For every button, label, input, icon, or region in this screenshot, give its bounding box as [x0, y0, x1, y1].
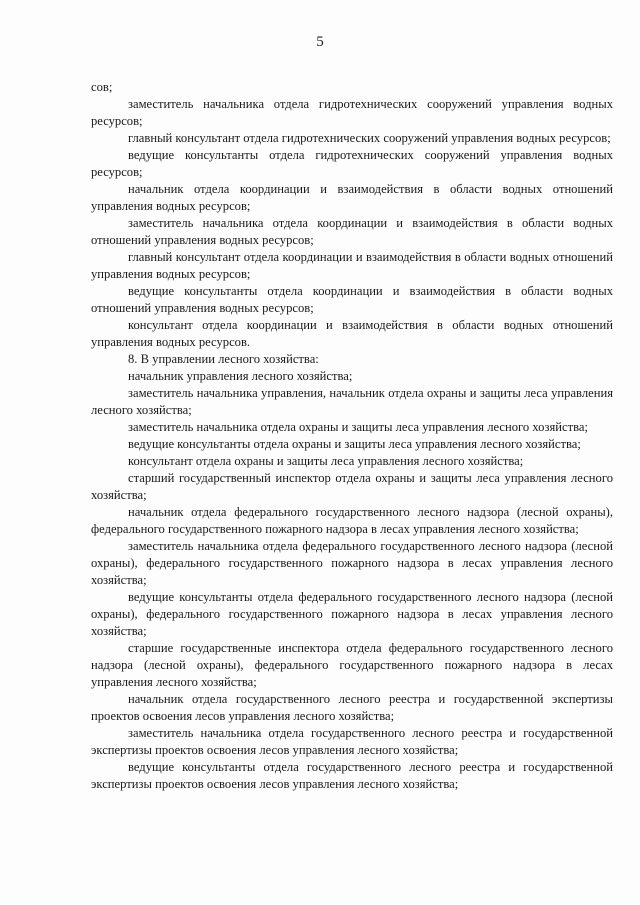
- paragraph: старшие государственные инспектора отдела федерального государственного лесного надзора (лесной охраны), федерального государственного пожарного надзора в лесах управления лесного хозяйства;: [91, 641, 613, 689]
- section-heading: 8. В управлении лесного хозяйства:: [128, 352, 319, 366]
- page-number: 5: [316, 34, 324, 50]
- paragraph: начальник отдела координации и взаимодействия в области водных отношений управления водных ресурсов;: [91, 182, 613, 213]
- paragraph: ведущие консультанты отдела федерального государственного лесного надзора (лесной охраны), федерального государственного пожарного надзора в лесах управления лесного хозяйства;: [91, 590, 613, 638]
- paragraph: заместитель начальника отдела государственного лесного реестра и государственной экспертизы проектов освоения лесов управления лесного хозяйства;: [91, 726, 613, 757]
- paragraph: главный консультант отдела координации и взаимодействия в области водных отношений управления водных ресурсов;: [91, 250, 613, 281]
- paragraph: консультант отдела координации и взаимодействия в области водных отношений управления водных ресурсов.: [91, 318, 613, 349]
- paragraph: ведущие консультанты отдела охраны и защиты леса управления лесного хозяйства;: [128, 437, 581, 451]
- paragraph: заместитель начальника отдела охраны и защиты леса управления лесного хозяйства;: [128, 420, 588, 434]
- paragraph: заместитель начальника отдела гидротехнических сооружений управления водных ресурсов;: [91, 97, 613, 128]
- paragraph: начальник отдела федерального государственного лесного надзора (лесной охраны), федерального государственного пожарного надзора в лесах управления лесного хозяйства;: [91, 505, 613, 536]
- paragraph: ведущие консультанты отдела государственного лесного реестра и государственной экспертизы проектов освоения лесов управления лесного хозяйства;: [91, 760, 613, 791]
- paragraph: начальник отдела государственного лесного реестра и государственной экспертизы проектов освоения лесов управления лесного хозяйства;: [91, 692, 613, 723]
- paragraph: старший государственный инспектор отдела охраны и защиты леса управления лесного хозяйства;: [91, 471, 613, 502]
- paragraph: заместитель начальника управления, начальник отдела охраны и защиты леса управления лесного хозяйства;: [91, 386, 613, 417]
- paragraph: начальник управления лесного хозяйства;: [128, 369, 353, 383]
- paragraph: сов;: [91, 80, 113, 94]
- paragraph: заместитель начальника отдела федерального государственного лесного надзора (лесной охраны), федерального государственного пожарного надзора в лесах управления лесного хозяйства;: [91, 539, 613, 587]
- paragraph: главный консультант отдела гидротехнических сооружений управления водных ресурсов;: [128, 131, 611, 145]
- paragraph: ведущие консультанты отдела координации и взаимодействия в области водных отношений управления водных ресурсов;: [91, 284, 613, 315]
- paragraph: консультант отдела охраны и защиты леса управления лесного хозяйства;: [128, 454, 524, 468]
- paragraph: заместитель начальника отдела координации и взаимодействия в области водных отношений управления водных ресурсов;: [91, 216, 613, 247]
- document-body: [91, 79, 613, 793]
- paragraph: ведущие консультанты отдела гидротехнических сооружений управления водных ресурсов;: [91, 148, 613, 179]
